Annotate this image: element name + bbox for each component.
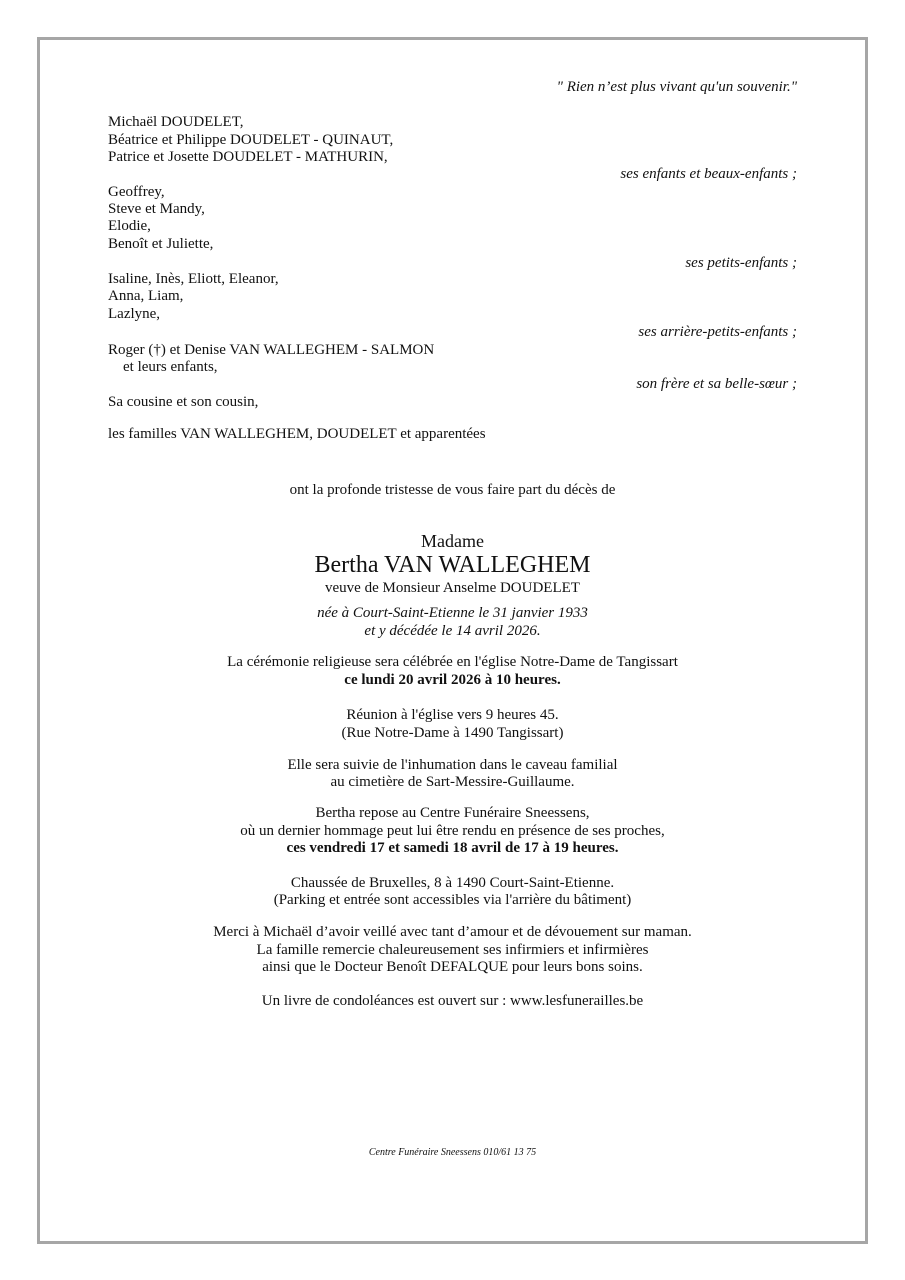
family-member: Béatrice et Philippe DOUDELET - QUINAUT, bbox=[108, 132, 394, 148]
family-member: Patrice et Josette DOUDELET - MATHURIN, bbox=[108, 149, 388, 165]
family-member: Anna, Liam, bbox=[108, 288, 184, 304]
viewing-line: Bertha repose au Centre Funéraire Sneessens, bbox=[315, 805, 590, 821]
family-member: Elodie, bbox=[108, 218, 151, 234]
ceremony-line: La cérémonie religieuse sera célébrée en l'église Notre-Dame de Tangissart bbox=[227, 654, 678, 670]
funeral-home-address: Chaussée de Bruxelles, 8 à 1490 Court-Saint-Etienne. bbox=[290, 875, 615, 891]
thanks-line: Merci à Michaël d’avoir veillé avec tant d’amour et de dévouement sur maman. bbox=[213, 924, 692, 940]
deceased-name: Bertha VAN WALLEGHEM bbox=[314, 552, 591, 578]
family-member: Isaline, Inès, Eliott, Eleanor, bbox=[108, 271, 279, 287]
footer-funeral-home: Centre Funéraire Sneessens 010/61 13 75 bbox=[368, 1147, 537, 1158]
viewing-dates: ces vendredi 17 et samedi 18 avril de 17 à 19 heures. bbox=[286, 840, 619, 856]
family-member: Steve et Mandy, bbox=[108, 201, 205, 217]
widow-of-line: veuve de Monsieur Anselme DOUDELET bbox=[325, 580, 580, 596]
families-line: les familles VAN WALLEGHEM, DOUDELET et apparentées bbox=[108, 426, 486, 442]
viewing-line: où un dernier hommage peut lui être rendu en présence de ses proches, bbox=[240, 823, 665, 839]
condolences-line: Un livre de condoléances est ouvert sur : www.lesfunerailles.be bbox=[261, 993, 644, 1009]
announcement-text: ont la profonde tristesse de vous faire part du décès de bbox=[289, 482, 616, 498]
thanks-line: ainsi que le Docteur Benoît DEFALQUE pour leurs bons soins. bbox=[262, 959, 643, 975]
deceased-title: Madame bbox=[421, 531, 484, 551]
family-member: Benoît et Juliette, bbox=[108, 236, 214, 252]
family-member: Michaël DOUDELET, bbox=[108, 114, 244, 130]
page-frame bbox=[37, 37, 868, 1244]
epigraph-quote: " Rien n’est plus vivant qu'un souvenir." bbox=[556, 79, 797, 95]
cousins-line: Sa cousine et son cousin, bbox=[108, 394, 259, 410]
ceremony-date: ce lundi 20 avril 2026 à 10 heures. bbox=[344, 672, 561, 688]
gathering-address: (Rue Notre-Dame à 1490 Tangissart) bbox=[341, 725, 564, 741]
family-member: Geoffrey, bbox=[108, 184, 165, 200]
relation-label: ses petits-enfants ; bbox=[685, 255, 797, 271]
relation-label: son frère et sa belle-sœur ; bbox=[636, 376, 797, 392]
relation-label: ses enfants et beaux-enfants ; bbox=[620, 166, 797, 182]
birth-line: née à Court-Saint-Etienne le 31 janvier 1933 bbox=[317, 605, 588, 621]
family-member: Lazlyne, bbox=[108, 306, 161, 322]
thanks-line: La famille remercie chaleureusement ses infirmiers et infirmières bbox=[256, 942, 649, 958]
death-line: et y décédée le 14 avril 2026. bbox=[364, 623, 541, 639]
gathering-line: Réunion à l'église vers 9 heures 45. bbox=[346, 707, 559, 723]
burial-line: Elle sera suivie de l'inhumation dans le caveau familial bbox=[287, 757, 618, 773]
family-member: et leurs enfants, bbox=[123, 359, 218, 375]
relation-label: ses arrière-petits-enfants ; bbox=[638, 324, 797, 340]
burial-location: au cimetière de Sart-Messire-Guillaume. bbox=[330, 774, 575, 790]
parking-note: (Parking et entrée sont accessibles via l'arrière du bâtiment) bbox=[273, 892, 632, 908]
family-member: Roger (†) et Denise VAN WALLEGHEM - SALMON bbox=[108, 342, 435, 358]
